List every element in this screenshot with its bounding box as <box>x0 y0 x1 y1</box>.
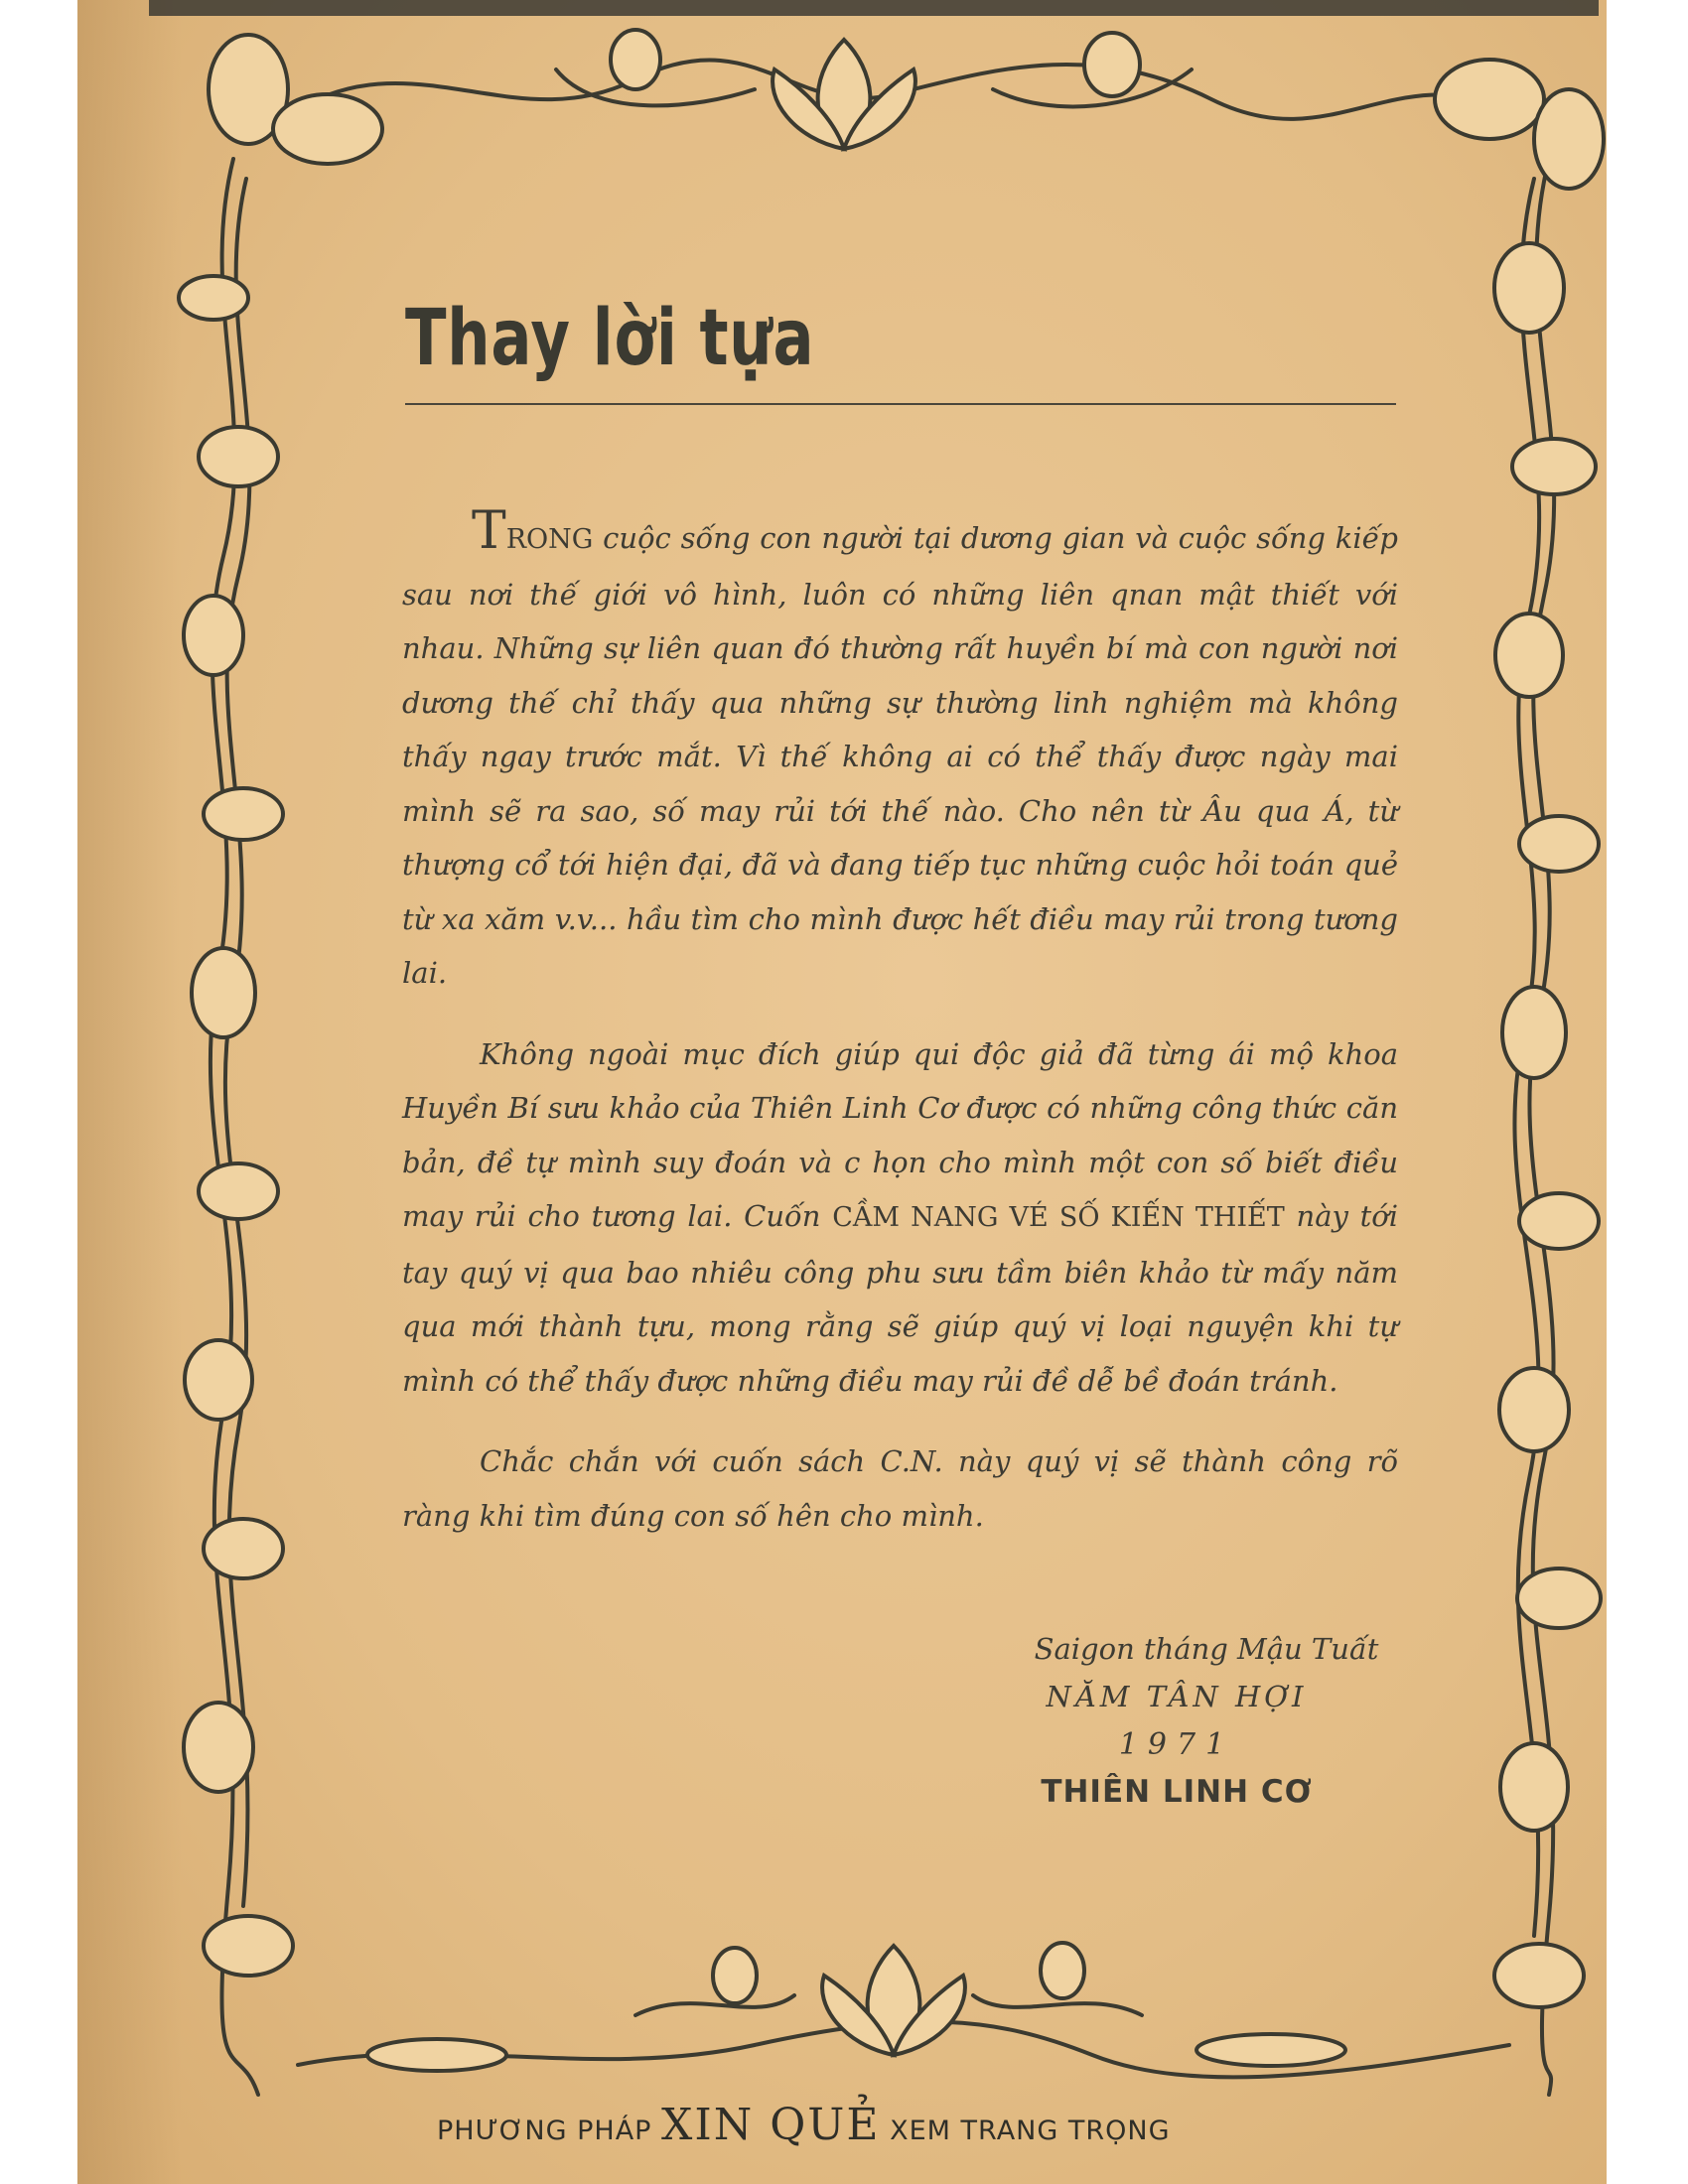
paragraph-3 <box>402 1434 1398 1543</box>
paragraph-1-text: cuộc sống con người tại dương gian và cuộc sống kiếp sau nơi thế giới vô hình, luôn có những liên qnan mật thiết với nhau. Những sự liên quan đó thường rất huyền bí mà con người nơi dương thế chỉ thấy qua những sự thường linh nghiệm mà không thấy ngay trước mắt. Vì thế không ai có thể thấy được ngày mai mình sẽ ra sao, số may rủi tới thế nào. Cho nên từ Âu qua Á, từ thượng cổ tới hiện đại, đã và đang tiếp tục những cuộc hỏi toán quẻ từ xa xăm v.v... hầu tìm cho mình được hết điều may rủi trong tương lai. <box>402 521 1398 990</box>
book-title-caps: CẦM NANG VÉ SỐ KIẾN THIẾT <box>832 1202 1285 1233</box>
signature-author: THIÊN LINH CƠ <box>1041 1774 1313 1810</box>
lead-word: RONG <box>505 524 594 555</box>
signature-place-date: Saigon tháng Mậu Tuất <box>1034 1632 1379 1666</box>
page-footer <box>437 2100 1350 2150</box>
page-title: Thay lời tựa <box>405 294 815 383</box>
paragraph-2 <box>402 1027 1398 1409</box>
title-underline <box>405 403 1396 405</box>
footer-left: PHƯƠNG PHÁP <box>437 2116 652 2146</box>
signature-lunar-year: NĂM TÂN HỢI <box>1046 1680 1308 1713</box>
signature-year: 1971 <box>1118 1727 1235 1762</box>
paragraph-2-text-after: này tới tay quý vị qua bao nhiêu công phu sưu tầm biên khảo từ mấy năm qua mới thành tựu, mong rằng sẽ giúp quý vị loại nguyện khi tự mình có thể thấy được những điều may rủi đề dễ bề đoán tránh. <box>402 1199 1398 1398</box>
paragraph-2-text-before: Không ngoài mục đích giúp qui độc giả đã từng ái mộ khoa Huyền Bí sưu khảo của Thiên Linh Cơ được có những công thức căn bản, đề tự mình suy đoán và c họn cho mình một con số biết điều may rủi cho tương lai. Cuốn <box>402 1036 1398 1233</box>
drop-cap: T <box>472 501 506 561</box>
signature-block <box>953 1632 1400 1810</box>
preface-body <box>402 501 1398 1570</box>
paragraph-1 <box>402 501 1398 1001</box>
footer-right: XEM TRANG TRỌNG <box>890 2116 1171 2146</box>
footer-highlight: XIN QUẺ <box>661 2100 881 2150</box>
paragraph-3-text: Chắc chắn với cuốn sách C.N. này quý vị sẽ thành công rõ ràng khi tìm đúng con số hên cho mình. <box>402 1444 1398 1533</box>
